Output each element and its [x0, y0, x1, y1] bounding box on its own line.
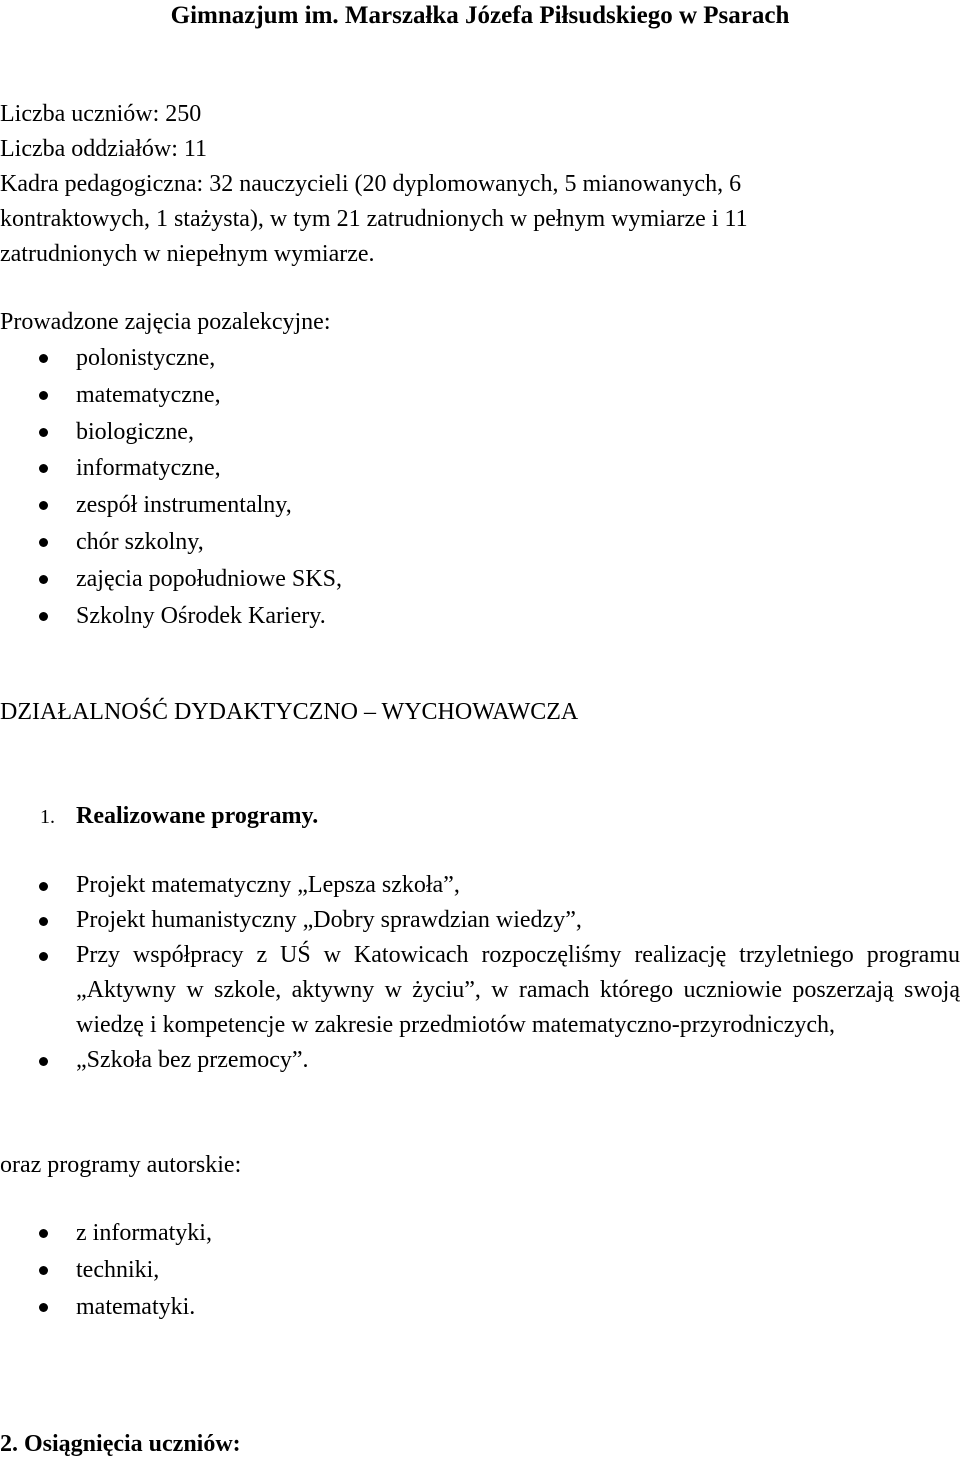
- list-item: Projekt humanistyczny „Dobry sprawdzian wiedzy”,: [0, 903, 960, 938]
- stat-line-students: Liczba uczniów: 250: [0, 101, 202, 127]
- list-item: Szkolny Ośrodek Kariery.: [0, 598, 960, 635]
- next-section-heading: 2. Osiągnięcia uczniów:: [0, 1431, 241, 1457]
- list-item: chór szkolny,: [0, 524, 960, 561]
- stat-line-staff-1: Kadra pedagogiczna: 32 nauczycieli (20 dyplomowanych, 5 mianowanych, 6: [0, 171, 742, 197]
- list-item: matematyczne,: [0, 377, 960, 414]
- document-title: Gimnazjum im. Marszałka Józefa Piłsudskiego w Psarach: [170, 2, 790, 29]
- authored-label: oraz programy autorskie:: [0, 1152, 242, 1178]
- subsection-heading: [40, 800, 318, 833]
- list-item: polonistyczne,: [0, 340, 960, 377]
- activities-list: [0, 340, 960, 634]
- stat-line-staff-3: zatrudnionych w niepełnym wymiarze.: [0, 241, 375, 267]
- subsection-number: 1.: [40, 806, 55, 828]
- projects-list: [0, 868, 960, 1078]
- stat-line-staff-2: kontraktowych, 1 stażysta), w tym 21 zatrudnionych w pełnym wymiarze i 11: [0, 206, 748, 232]
- list-item: matematyki.: [0, 1289, 960, 1326]
- list-item: techniki,: [0, 1252, 960, 1289]
- stat-line-classes: Liczba oddziałów: 11: [0, 136, 208, 162]
- activities-section: [0, 305, 960, 634]
- subsection-title: Realizowane programy.: [76, 803, 319, 829]
- authored-section: [0, 1215, 960, 1325]
- list-item: „Szkoła bez przemocy”.: [0, 1043, 960, 1078]
- school-stats: [0, 97, 960, 272]
- list-item: biologiczne,: [0, 414, 960, 451]
- projects-section: [0, 868, 960, 1078]
- list-item: zajęcia popołudniowe SKS,: [0, 561, 960, 598]
- authored-list: [0, 1215, 960, 1325]
- list-item: Przy współpracy z UŚ w Katowicach rozpoczęliśmy realizację trzyletniego programu „Aktywny w szkole, aktywny w życiu”, w ramach którego uczniowie poszerzają swoją wiedzę i kompetencje w zakresie przedmiotów matematyczno-przyrodniczych,: [0, 938, 960, 1043]
- list-item: informatyczne,: [0, 450, 960, 487]
- section-heading: DZIAŁALNOŚĆ DYDAKTYCZNO – WYCHOWAWCZA: [0, 699, 579, 725]
- list-item: z informatyki,: [0, 1215, 960, 1252]
- list-item: Projekt matematyczny „Lepsza szkoła”,: [0, 868, 960, 903]
- list-item: zespół instrumentalny,: [0, 487, 960, 524]
- activities-label: Prowadzone zajęcia pozalekcyjne:: [0, 309, 331, 335]
